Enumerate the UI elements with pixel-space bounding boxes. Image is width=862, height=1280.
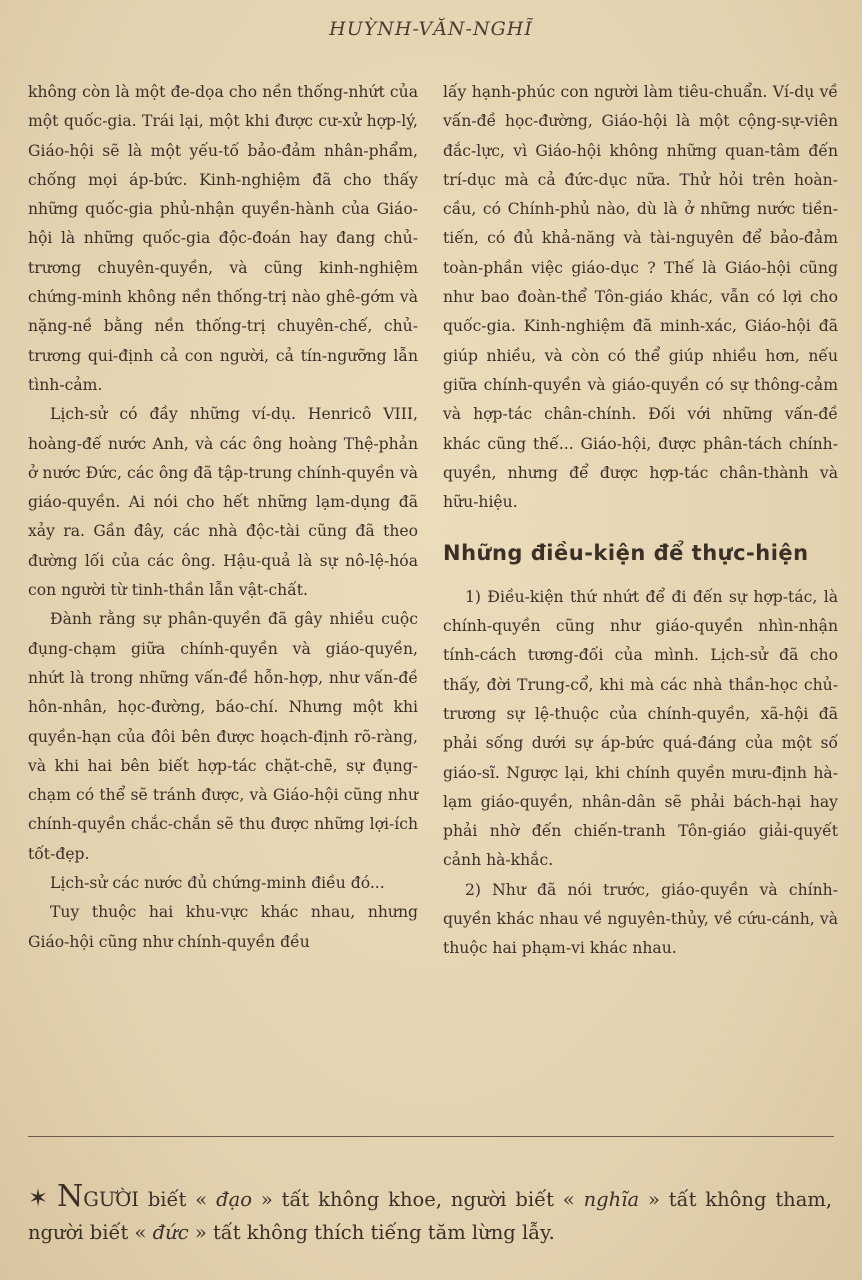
quote-emphasis: đạo [216,1188,252,1211]
quote-text: » tất không khoe, người biết « [260,1188,575,1211]
paragraph: lấy hạnh-phúc con người làm tiêu-chuẩn. Ví-dụ về vấn-đề học-đường, Giáo-hội là một cộng-sự-viên đắc-lực, vì Giáo-hội không những quan-tâm đến trí-dục mà cả đức-dục nữa. Thử hỏi trên hoàn-cầu, có Chính-phủ nào, dù là ở những nước tiền-tiến, có đủ khả-năng và tài-nguyên để bảo-đảm toàn-phần việc giáo-dục ? Thế là Giáo-hội cũng như bao đoàn-thể Tôn-giáo khác, vẫn có lợi cho quốc-gia. Kinh-nghiệm đã minh-xác, Giáo-hội đã giúp nhiều, và còn có thể giúp nhiều hơn, nếu giữa chính-quyền và giáo-quyền có sự thông-cảm và hợp-tác chân-chính. Đối với những vấn-đề khác cũng thế... Giáo-hội, được phân-tách chính-quyền, nhưng để được hợp-tác chân-thành và hữu-hiệu. [443,83,838,512]
quote-text: » tất không thích tiếng tăm lừng lẫy. [194,1221,555,1244]
quote-emphasis: đức [152,1221,189,1244]
horizontal-divider [28,1136,834,1137]
star-ornament-icon: ✶ [28,1184,49,1212]
right-column [443,78,838,964]
paragraph: không còn là một đe-dọa cho nền thống-nhứt của một quốc-gia. Trái lại, một khi được cư-xử hợp-lý, Giáo-hội sẽ là một yếu-tố bảo-đảm nhân-phẩm, chống mọi áp-bức. Kinh-nghiệm đã cho thấy những quốc-gia phủ-nhận quyền-hành của Giáo-hội là những quốc-gia độc-đoán hay đang chủ-trương chuyên-quyền, và cũng kinh-nghiệm chứng-minh không nền thống-trị nào ghê-gớm và nặng-nề bằng nền thống-trị chuyên-chế, chủ-trương qui-định cả con người, cả tín-ngưỡng lẫn tình-cảm. [28,83,418,394]
section-heading: Những điều-kiện để thực-hiện [443,541,809,566]
quote-emphasis: nghĩa [583,1188,640,1211]
paragraph: 1) Điều-kiện thứ nhứt để đi đến sự hợp-tác, là chính-quyền cũng như giáo-quyền nhìn-nhận tính-cách tương-đối của mình. Lịch-sử đã cho thấy, đời Trung-cổ, khi mà các nhà thần-học chủ-trương sự lệ-thuộc của chính-quyền, xã-hội đã phải sống dưới sự áp-bức quá-đáng của một số giáo-sĩ. Ngược lại, khi chính quyền mưu-định hà-lạm giáo-quyền, nhân-dân sẽ phải bách-hại hay phải nhờ đến chiến-tranh Tôn-giáo giải-quyết cảnh hà-khắc. [443,587,838,870]
quote-text: » tất không tham, người biết « [28,1188,833,1244]
quote-text: GƯỜI biết « [83,1188,208,1211]
paragraph: Lịch-sử có đầy những ví-dụ. Henricô VIII, hoàng-đế nước Anh, và các ông hoàng Thệ-phản ở nước Đức, các ông đã tập-trung chính-quyền và giáo-quyền. Ai nói cho hết những lạm-dụng đã xảy ra. Gần đây, các nhà độc-tài cũng đã theo đường lối của các ông. Hậu-quả là sự nô-lệ-hóa con người từ tinh-thần lẫn vật-chất. [28,405,418,600]
paragraph: 2) Như đã nói trước, giáo-quyền và chính-quyền khác nhau về nguyên-thủy, về cứu-cánh, và thuộc hai phạm-vi khác nhau. [443,880,838,958]
paragraph: Lịch-sử các nước đủ chứng-minh điều đó... [50,874,385,893]
drop-cap: N [57,1179,84,1214]
running-header: HUỲNH-VĂN-NGHĨ [329,18,533,40]
paragraph: Tuy thuộc hai khu-vực khác nhau, nhưng Giáo-hội cũng như chính-quyền đều [28,903,418,951]
paragraph: Đành rằng sự phân-quyền đã gây nhiều cuộc đụng-chạm giữa chính-quyền và giáo-quyền, nhứt là trong những vấn-đề hỗn-hợp, như vấn-đề hôn-nhân, học-đường, báo-chí. Nhưng một khi quyền-hạn của đôi bên được hoạch-định rõ-ràng, và khi hai bên biết hợp-tác chặt-chẽ, sự đụng-chạm có thể sẽ tránh được, và Giáo-hội cũng như chính-quyền chắc-chắn sẽ thu được những lợi-ích tốt-đẹp. [28,610,418,863]
footer-quote [28,1180,832,1249]
left-column [28,78,418,957]
